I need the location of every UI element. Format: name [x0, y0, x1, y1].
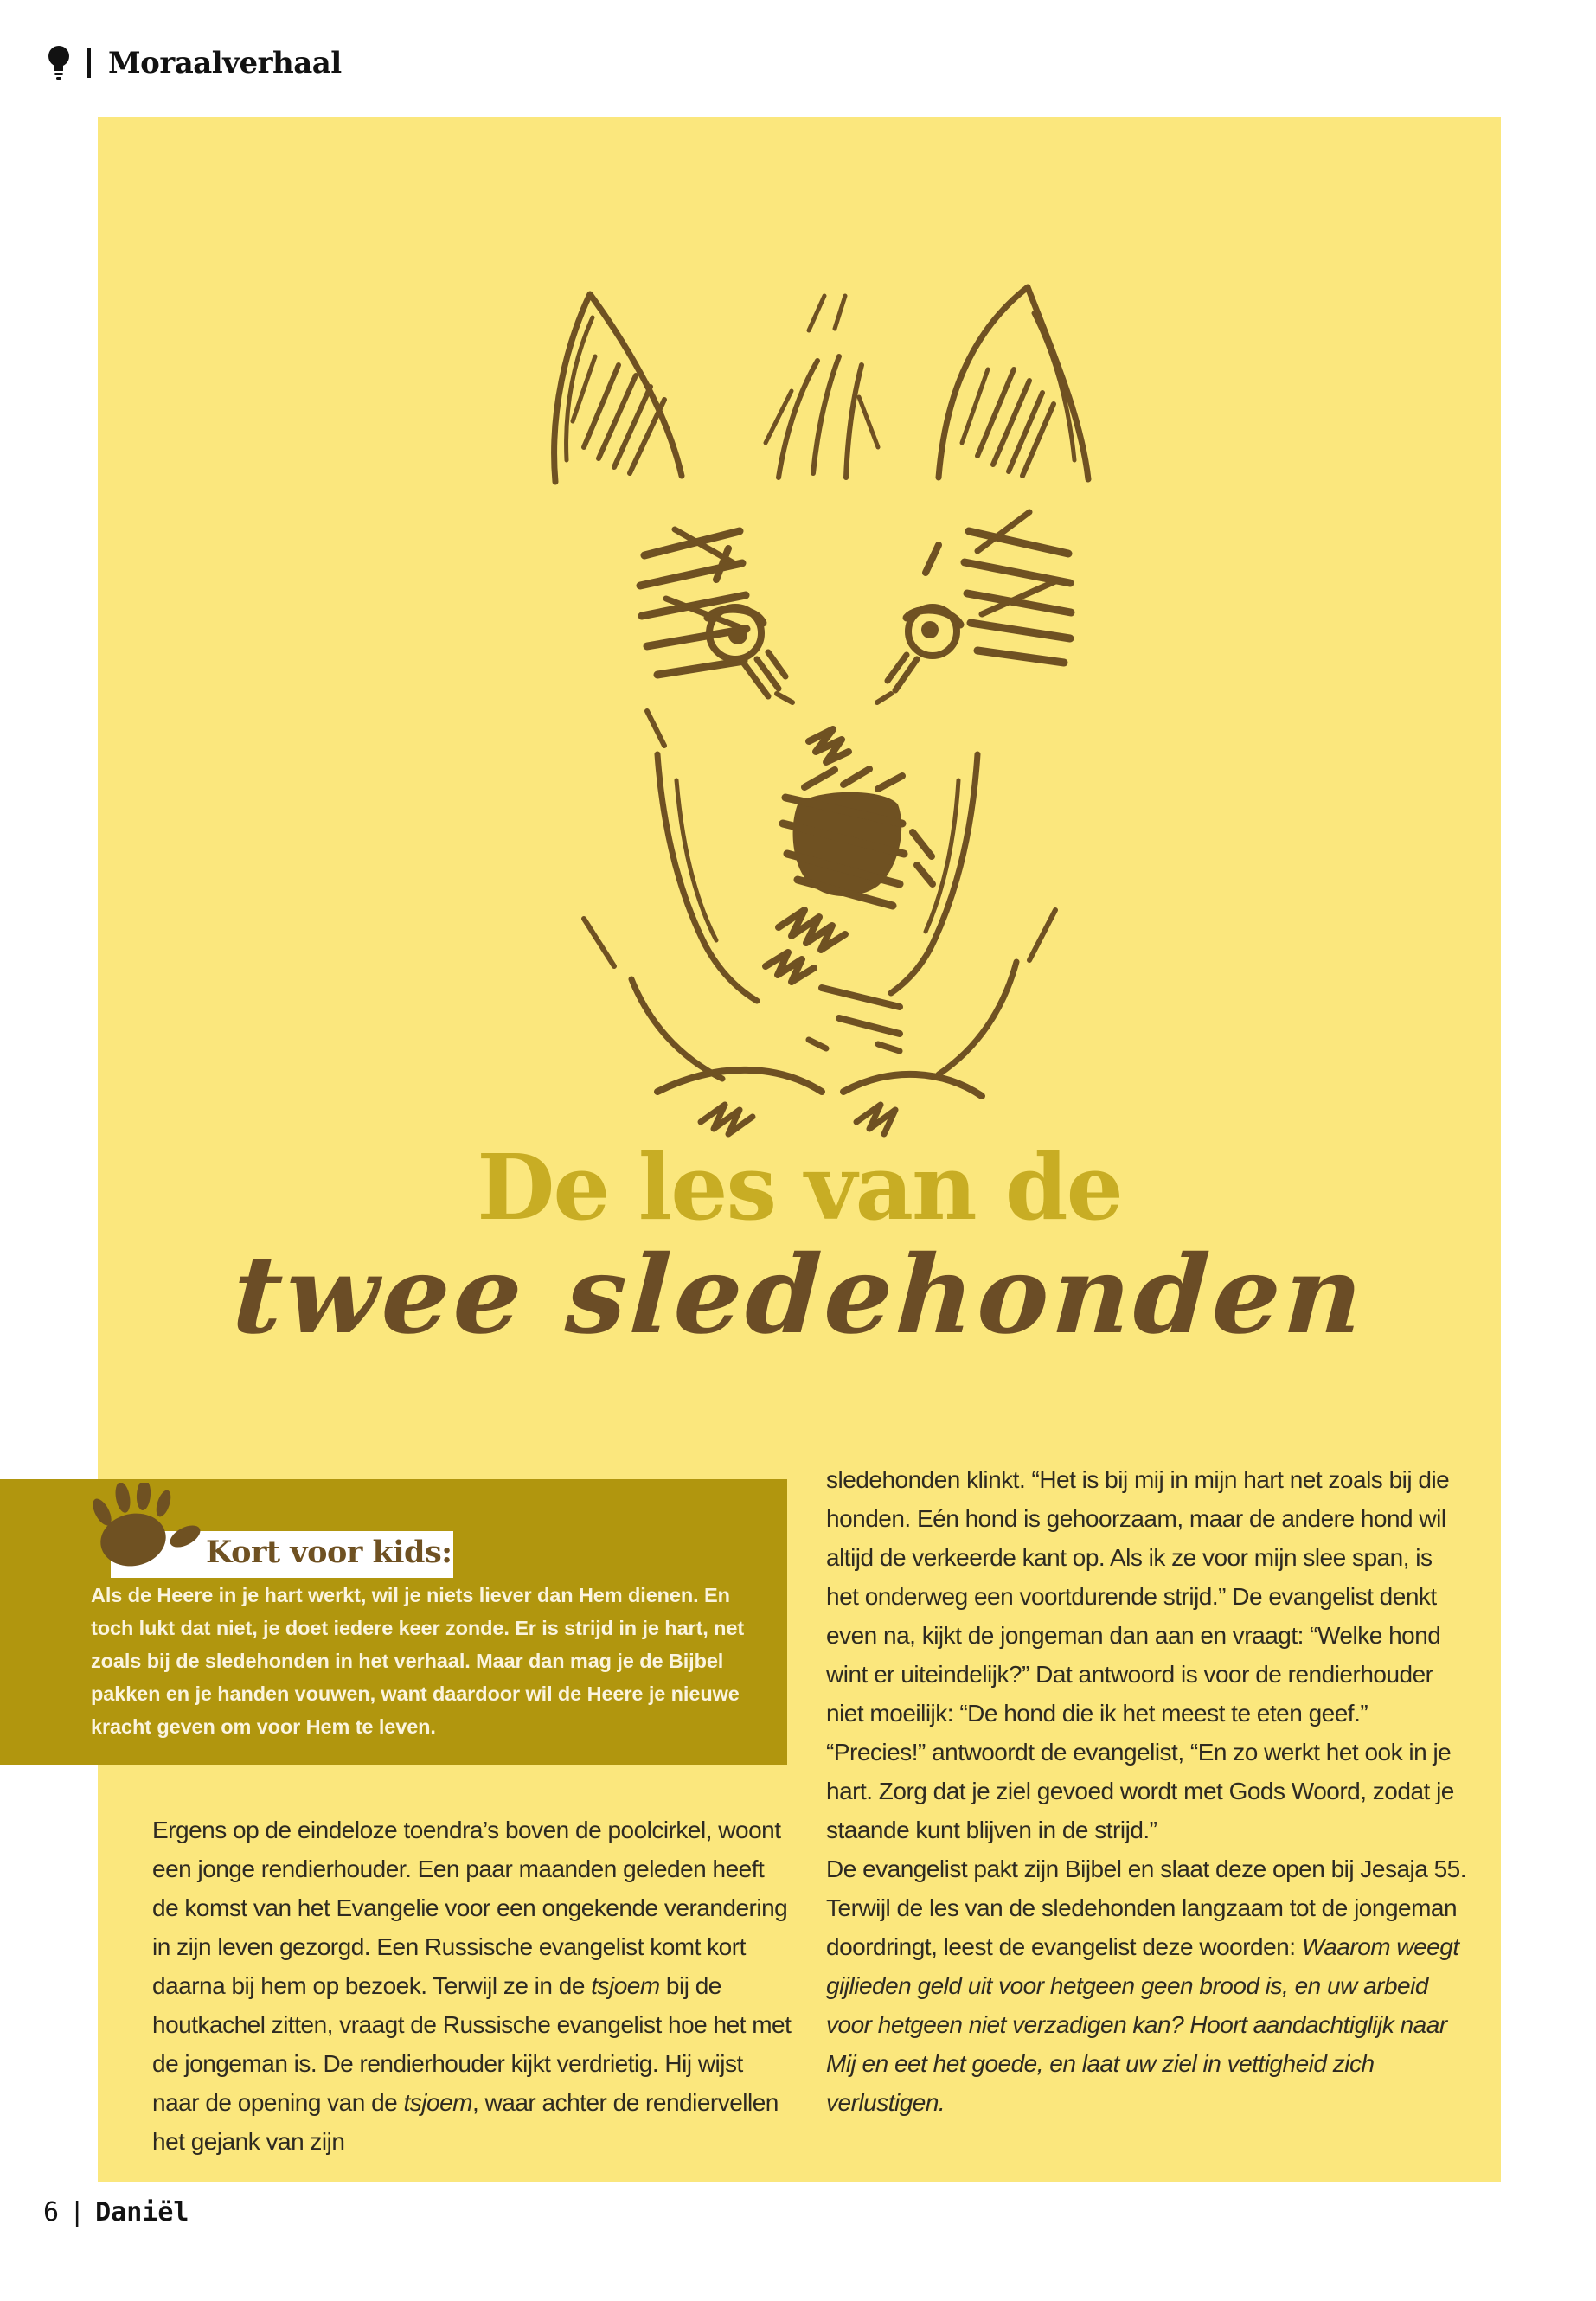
page-number: 6	[43, 2197, 60, 2227]
page-header	[48, 45, 342, 81]
article-column-right: sledehonden klinkt. “Het is bij mij in mijn hart net zoals bij die honden. Eén hond is gehoorzaam, maar de andere hond wil altijd de verkeerde kant op. Als ik ze voor mijn slee span, is het onderweg een voortdurende strijd.” De evangelist denkt even na, kijkt de jongeman dan aan en vraagt: “Welke hond wint er uiteindelijk?” Dat antwoord is voor de rendierhouder niet moeilijk: “De hond die ik het meest te eten geef.” “Precies!” antwoordt de evangelist, “En zo werkt het ook in je hart. Zorg dat je ziel gevoed wordt met Gods Woord, zodat je staande kunt blijven in de strijd.” De evangelist pakt zijn Bijbel en slaat deze open bij Jesaja 55. Terwijl de les van de sledehonden langzaam tot de jongeman doordringt, leest de evangelist deze woorden: Waarom weegt gijlieden geld uit voor hetgeen geen brood is, en uw arbeid voor hetgeen niet verzadigen kan? Hoort aandachtiglijk naar Mij en eet het goede, en laat uw ziel in vettigheid zich verlustigen.	[826, 1466, 1467, 2116]
footer-divider: |	[69, 2197, 86, 2227]
article-title: twee sledehonden	[229, 1233, 1369, 1358]
kids-body-text: Als de Heere in je hart werkt, wil je niets liever dan Hem dienen. En toch lukt dat niet, je doet iedere keer zonde. Er is strijd in je hart, net zoals bij de sledehonden in het verhaal. Maar dan mag je de Bijbel pakken en je handen vouwen, want daardoor wil de Heere je nieuwe kracht geven om voor Hem te leven.	[91, 1584, 745, 1738]
handprint-icon	[80, 1483, 209, 1580]
section-label: Moraalverhaal	[108, 46, 342, 80]
lightbulb-icon	[48, 45, 70, 81]
magazine-name: Daniël	[95, 2197, 189, 2227]
header-divider	[87, 48, 91, 78]
kids-box	[0, 1479, 787, 1765]
page-footer	[43, 2197, 189, 2227]
kids-heading: Kort voor kids:	[206, 1535, 452, 1570]
husky-sketch-illustration	[372, 227, 1237, 1144]
article-kicker: De les van de	[477, 1134, 1122, 1240]
article-column-left: Ergens op de eindeloze toendra’s boven de poolcirkel, woont een jonge rendierhouder. Een paar maanden geleden heeft de komst van het Evangelie voor een ongekende verandering in zijn leven gezorgd. Een Russische evangelist komt kort daarna bij hem op bezoek. Terwijl ze in de tsjoem bij de houtkachel zitten, vraagt de Russische evangelist hoe het met de jongeman is. De rendierhouder kijkt verdrietig. Hij wijst naar de opening van de tsjoem, waar achter de rendiervellen het gejank van zijn	[152, 1817, 792, 2155]
